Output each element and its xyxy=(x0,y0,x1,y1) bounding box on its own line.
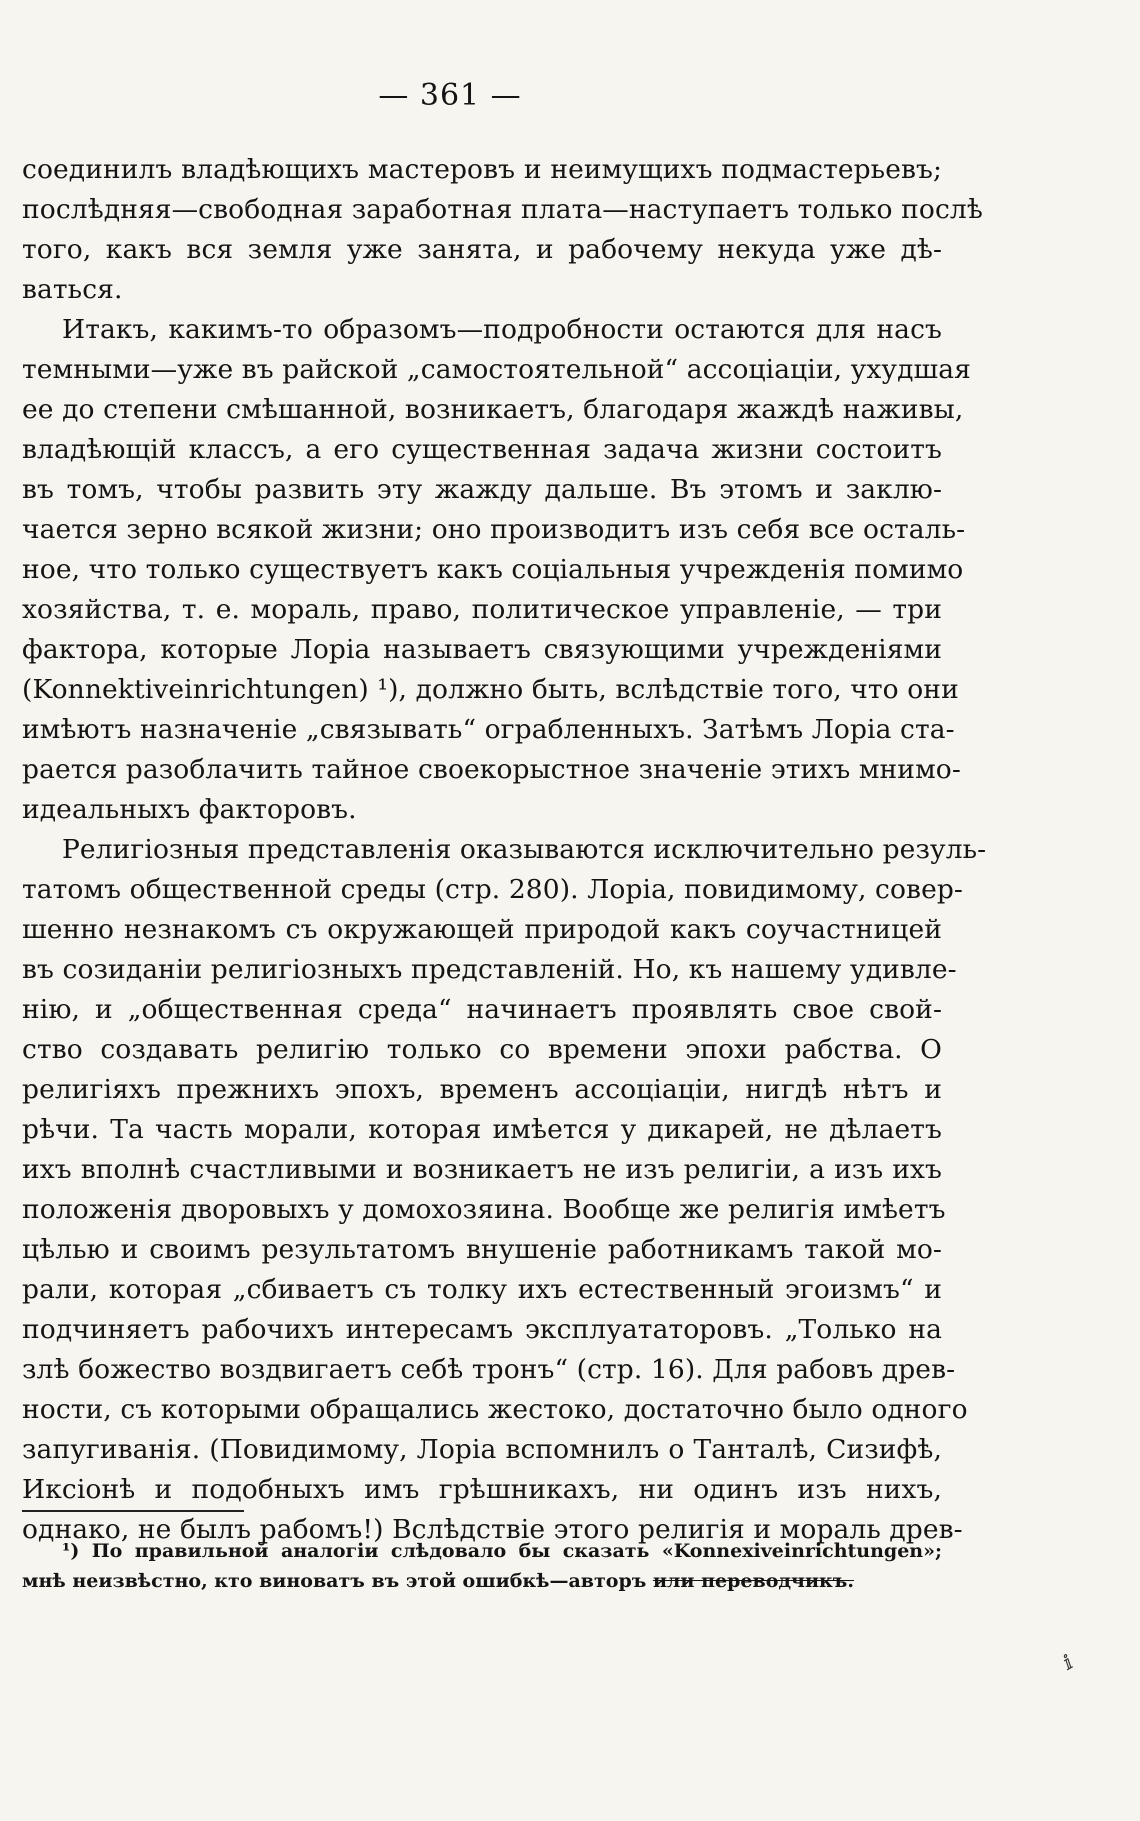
main-text xyxy=(22,150,987,1550)
text-line: ваться. xyxy=(22,274,123,305)
pencil-mark: ⅈ xyxy=(1058,1649,1078,1675)
text-line: ное, что только существуетъ какъ соціальныя учрежденія помимо xyxy=(22,554,964,585)
text-line: идеальныхъ факторовъ. xyxy=(22,794,357,825)
text-line: татомъ общественной среды (стр. 280). Лоріа, повидимому, совер- xyxy=(22,874,963,905)
text-line: чается зерно всякой жизни; оно производитъ изъ себя все осталь- xyxy=(22,514,966,545)
text-line: рѣчи. Та часть морали, которая имѣется у дикарей, не дѣлаетъ xyxy=(22,1114,942,1145)
text-line: въ томъ, чтобы развить эту жажду дальше. Въ этомъ и заклю- xyxy=(22,474,942,505)
text-line: соединилъ владѣющихъ мастеровъ и неимущихъ подмастерьевъ; xyxy=(22,154,942,185)
text-line: шенно незнакомъ съ окружающей природой какъ соучастницей xyxy=(22,914,942,945)
text-line: ее до степени смѣшанной, возникаетъ, благодаря жаждѣ наживы, xyxy=(22,394,964,425)
text-line: хозяйства, т. е. мораль, право, политическое управленіе, — три xyxy=(22,594,942,625)
text-line: владѣющій классъ, а его существенная задача жизни состоитъ xyxy=(22,434,942,465)
text-line: запугиванія. (Повидимому, Лоріа вспомнилъ о Танталѣ, Сизифѣ, xyxy=(22,1434,942,1465)
text-line: имѣютъ назначеніе „связывать“ ограбленныхъ. Затѣмъ Лоріа ста- xyxy=(22,714,955,745)
text-line: ихъ вполнѣ счастливыми и возникаетъ не изъ религіи, а изъ ихъ xyxy=(22,1154,942,1185)
text-line: религіяхъ прежнихъ эпохъ, временъ ассоціаціи, нигдѣ нѣтъ и xyxy=(22,1074,942,1105)
footnote xyxy=(22,1536,942,1596)
text-line: подчиняетъ рабочихъ интересамъ эксплуататоровъ. „Только на xyxy=(22,1314,942,1345)
text-line: послѣдняя—свободная заработная плата—наступаетъ только послѣ xyxy=(22,194,983,225)
text-line: темными—уже въ райской „самостоятельной“ ассоціаціи, ухудшая xyxy=(22,354,971,385)
text-line: Иксіонѣ и подобныхъ имъ грѣшникахъ, ни одинъ изъ нихъ, xyxy=(22,1474,942,1505)
footnote-line: ¹) По правильной аналогіи слѣдовало бы сказать «Konnexiveinrichtungen»; xyxy=(62,1540,942,1562)
text-line: рали, которая „сбиваетъ съ толку ихъ естественный эгоизмъ“ и xyxy=(22,1274,942,1305)
footnote-divider xyxy=(22,1510,244,1512)
text-line: фактора, которые Лоріа называетъ связующими учрежденіями xyxy=(22,634,942,665)
footnote-struck-text: или переводчикъ. xyxy=(652,1570,854,1592)
text-line: Религіозныя представленія оказываются исключительно резуль- xyxy=(62,834,987,865)
text-line: ство создавать религію только со времени эпохи рабства. О xyxy=(22,1034,942,1065)
text-line: однако, не былъ рабомъ!) Вслѣдствіе этого религія и мораль древ- xyxy=(22,1514,963,1545)
text-line: нію, и „общественная среда“ начинаетъ проявлять свое свой- xyxy=(22,994,942,1025)
text-line: (Konnektiveinrichtungen) ¹), должно быть, вслѣдствіе того, что они xyxy=(22,674,959,705)
page-number: — 361 — xyxy=(378,78,522,113)
text-line: рается разоблачить тайное своекорыстное значеніе этихъ мнимо- xyxy=(22,754,961,785)
text-line: ности, съ которыми обращались жестоко, достаточно было одного xyxy=(22,1394,968,1425)
text-line: злѣ божество воздвигаетъ себѣ тронъ“ (стр. 16). Для рабовъ древ- xyxy=(22,1354,956,1385)
text-line: того, какъ вся земля уже занята, и рабочему некуда уже дѣ- xyxy=(22,234,942,265)
footnote-line xyxy=(22,1566,942,1596)
text-line: цѣлью и своимъ результатомъ внушеніе работникамъ такой мо- xyxy=(22,1234,942,1265)
text-line: Итакъ, какимъ-то образомъ—подробности остаются для насъ xyxy=(62,314,942,345)
text-line: положенія дворовыхъ у домохозяина. Вообще же религія имѣетъ xyxy=(22,1194,946,1225)
footnote-text: мнѣ неизвѣстно, кто виноватъ въ этой ошибкѣ—авторъ xyxy=(22,1570,653,1592)
text-line: въ созиданіи религіозныхъ представленій. Но, къ нашему удивле- xyxy=(22,954,957,985)
